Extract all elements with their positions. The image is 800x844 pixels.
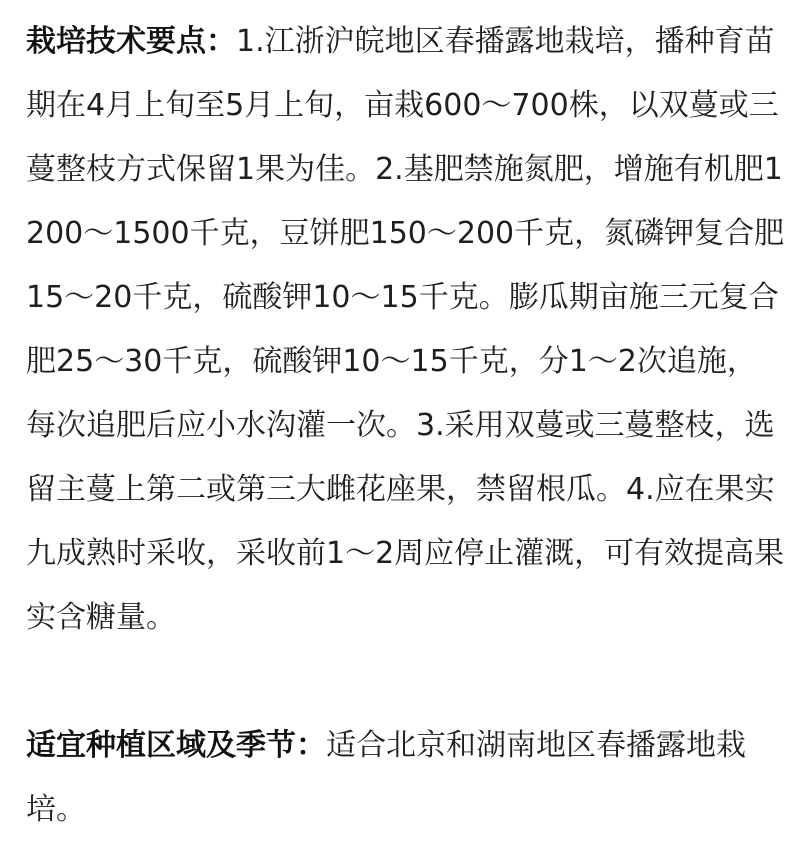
article-body bbox=[26, 10, 786, 842]
planting-region-paragraph bbox=[26, 714, 786, 842]
cultivation-tips-label: 栽培技术要点： bbox=[26, 24, 236, 59]
cultivation-tips-text: 1.江浙沪皖地区春播露地栽培，播种育苗期在4月上旬至5月上旬，亩栽600～700株，以双蔓或三蔓整枝方式保留1果为佳。2.基肥禁施氮肥，增施有机肥1200～1500千克，豆饼肥150～200千克，氮磷钾复合肥15～20千克，硫酸钾10～15千克。膨瓜期亩施三元复合肥25～30千克，硫酸钾10～15千克，分1～2次追施，每次追肥后应小水沟灌一次。3.采用双蔓或三蔓整枝，选留主蔓上第二或第三大雌花座果，禁留根瓜。4.应在果实九成熟时采收，采收前1～2周应停止灌溉，可有效提高果实含糖量。 bbox=[26, 24, 785, 635]
planting-region-label: 适宜种植区域及季节： bbox=[26, 728, 326, 763]
cultivation-tips-paragraph bbox=[26, 10, 786, 650]
planting-region-text: 适合北京和湖南地区春播露地栽培。 bbox=[26, 728, 746, 827]
